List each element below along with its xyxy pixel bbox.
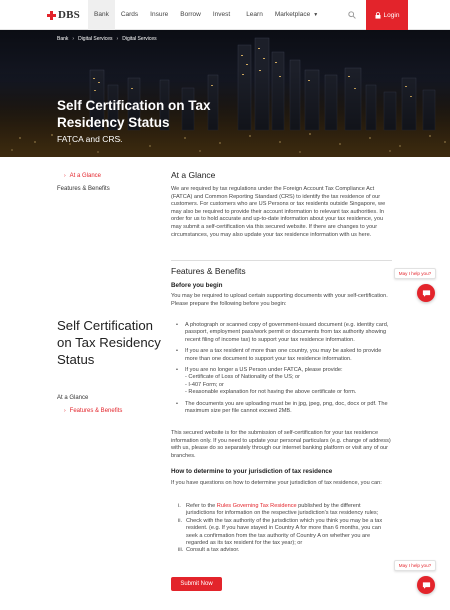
determine-jurisdiction-intro: If you have questions on how to determine your jurisdiction of tax residence, you can:: [171, 480, 382, 486]
determine-jurisdiction-heading: How to determine to your jurisdiction of tax residence: [171, 468, 333, 475]
step-number: iii.: [178, 547, 184, 554]
nav-cards[interactable]: Cards: [120, 11, 139, 18]
dbs-star-icon: [47, 11, 56, 20]
chevron-right-icon: ›: [72, 36, 75, 42]
list-item: • The documents you are uploading must be in jpg, jpeg, png, doc, docx or pdf. The maximum size per file cannot exceed 2MB.: [176, 401, 391, 416]
side-link-at-a-glance[interactable]: [57, 392, 157, 405]
list-item: [178, 547, 391, 554]
step-text-post: published by the different jurisdictions for information on the respective jurisdiction's tax residency rules;: [186, 503, 379, 517]
before-you-begin-body: You may be required to upload certain supporting documents with your self-certification. Please prepare the following before you begin:: [171, 293, 388, 307]
nav-borrow[interactable]: Borrow: [180, 11, 201, 18]
lock-icon: [375, 12, 381, 19]
at-a-glance-body: We are required by tax regulations under the Foreign Account Tax Compliance Act (FATCA) and Common Reporting Standard (CRS) to identify the tax residence of our customers. For customers who are US Persons or tax residents outside Singapore, we may also be required to provide their account information to relevant tax authorities. In order for us to hold accurate and up-to-date information about your tax residence, you may submit a self-certification via this secured website. If there are changes to your circumstances, you may also update your tax residence information with us here.: [171, 186, 386, 238]
nav-bank[interactable]: Bank: [88, 0, 115, 30]
side-link-features-benefits[interactable]: [57, 183, 157, 196]
secure-website-note: This secured website is for the submission of self-certification for your tax residence information only. If you need to update your personal particulars (e.g. change of address) with us, please do so separately through our internet banking platform or visit any of our branches.: [171, 430, 391, 459]
step-text-pre: Refer to the: [186, 503, 217, 509]
login-button[interactable]: [366, 0, 408, 30]
breadcrumb-digital-services[interactable]: Digital Services: [78, 36, 113, 42]
search-icon[interactable]: [348, 11, 356, 19]
step-text: Consult a tax advisor.: [186, 547, 240, 554]
logo-text: DBS: [58, 9, 80, 21]
main-nav: [88, 0, 324, 30]
chat-button[interactable]: [417, 284, 435, 302]
chevron-down-icon: ▼: [313, 12, 319, 18]
login-label: Login: [383, 11, 400, 19]
section-nav: [57, 170, 157, 196]
side-link-features-benefits[interactable]: [57, 405, 157, 418]
determine-steps-list: [178, 503, 391, 555]
breadcrumb: [57, 36, 157, 42]
step-number: ii.: [178, 517, 183, 524]
side-link-label: At a Glance: [69, 173, 102, 179]
breadcrumb-current: Digital Services: [122, 36, 157, 42]
step-number: i.: [178, 503, 181, 509]
submit-now-button[interactable]: Submit Now: [171, 577, 222, 591]
nav-invest[interactable]: Invest: [212, 11, 231, 18]
list-item: [178, 503, 391, 518]
side-link-at-a-glance[interactable]: [57, 170, 157, 183]
chat-prompt-bubble[interactable]: May I help you?: [394, 560, 436, 571]
step-text: Check with the tax authority of the jurisdiction which you think you may be a tax resident. (e.g. If you have stayed in Country A for more than 6 months, you can seek a confirmation from the tax authority of Country A on whether you are regarded as its tax resident for the tax year); or: [186, 517, 383, 547]
dbs-logo[interactable]: [47, 9, 80, 21]
before-you-begin-heading: Before you begin: [171, 282, 223, 289]
chat-prompt-bubble[interactable]: May I help you?: [394, 268, 436, 279]
list-item: [178, 518, 391, 548]
side-link-label: Features & Benefits: [69, 408, 123, 414]
document-requirements-list: [176, 322, 391, 419]
page-subtitle: FATCA and CRS.: [57, 134, 123, 144]
section-divider: [171, 260, 392, 261]
hero-banner: [0, 30, 450, 157]
page-title: Self Certification on Tax Residency Status: [57, 98, 211, 130]
chat-icon: [422, 289, 431, 298]
nav-marketplace-label: Marketplace: [274, 11, 311, 18]
list-item: • If you are a tax resident of more than one country, you may be asked to provide more than one document to support your tax residence information.: [176, 348, 391, 363]
chat-button[interactable]: [417, 576, 435, 594]
chat-icon: [422, 581, 431, 590]
side-link-label: Features & Benefits: [57, 186, 110, 192]
breadcrumb-bank[interactable]: Bank: [57, 36, 69, 42]
list-item: • A photograph or scanned copy of government-issued document (e.g. identity card, passport, employment pass/work permit or documents from tax authority showing recent filing of income tax) to support your tax residence information.: [176, 322, 391, 344]
chevron-right-icon: ›: [116, 36, 119, 42]
list-item: • If you are no longer a US Person under FATCA, please provide: - Certificate of Loss of Nationality of the US; or - I-407 Form; or - Reasonable explanation for not having the above certificate or form.: [176, 367, 391, 397]
rules-governing-tax-residence-link[interactable]: Rules Governing Tax Residence: [216, 503, 297, 509]
sidebar-page-title: Self Certification on Tax Residency Status: [57, 318, 161, 367]
top-nav-bar: [0, 0, 450, 30]
nav-learn[interactable]: Learn: [246, 11, 263, 18]
features-heading: Features & Benefits: [171, 266, 246, 276]
side-link-label: At a Glance: [57, 395, 89, 401]
nav-marketplace[interactable]: [269, 0, 324, 30]
at-a-glance-heading: At a Glance: [171, 170, 216, 180]
sticky-section-nav: [57, 392, 157, 418]
arrow-right-icon: ›: [64, 408, 66, 414]
arrow-right-icon: ›: [64, 173, 66, 179]
nav-insure[interactable]: Insure: [150, 11, 169, 18]
